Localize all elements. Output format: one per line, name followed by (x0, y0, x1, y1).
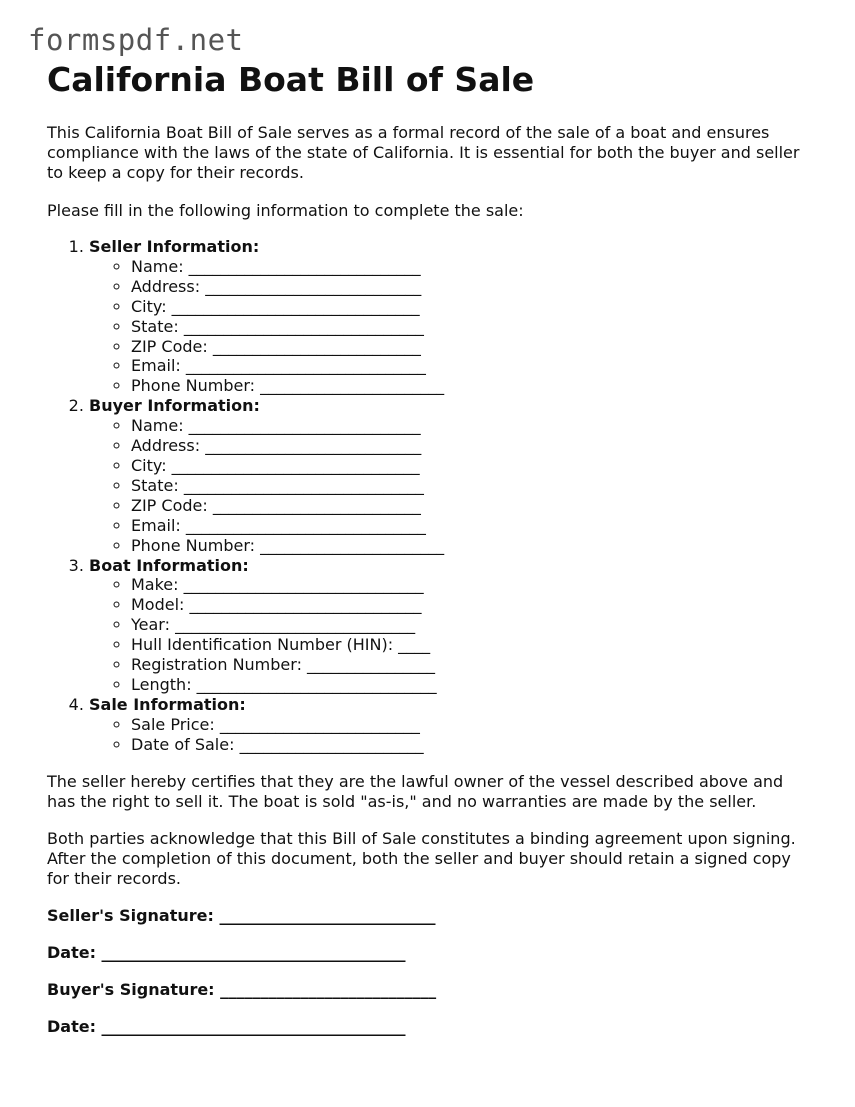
field-buyer-city[interactable]: ◦ City: _______________________________ (131, 456, 807, 476)
field-sale-date[interactable]: ◦ Date of Sale: _______________________ (131, 735, 807, 755)
field-boat-make[interactable]: ◦ Make: ______________________________ (131, 575, 807, 595)
field-list (89, 416, 807, 555)
field-buyer-phone[interactable]: ◦ Phone Number: _______________________ (131, 536, 807, 556)
instructions-paragraph: Please fill in the following information to complete the sale: (47, 201, 524, 220)
site-watermark: formspdf.net (28, 23, 244, 57)
document-body (47, 60, 807, 1037)
field-list (89, 575, 807, 694)
page-title: California Boat Bill of Sale (47, 60, 535, 99)
buyer-signature-line[interactable]: Buyer's Signature: ___________________________ (47, 979, 437, 999)
field-boat-registration[interactable]: ◦ Registration Number: ________________ (131, 655, 807, 675)
section-seller (89, 237, 807, 396)
buyer-date-line[interactable]: Date: ______________________________________ (47, 1016, 406, 1036)
field-buyer-name[interactable]: ◦ Name: _____________________________ (131, 416, 807, 436)
section-title: Seller Information: (89, 237, 260, 256)
field-boat-length[interactable]: ◦ Length: ______________________________ (131, 675, 807, 695)
field-buyer-email[interactable]: ◦ Email: ______________________________ (131, 516, 807, 536)
field-seller-name[interactable]: ◦ Name: _____________________________ (131, 257, 807, 277)
field-boat-year[interactable]: ◦ Year: ______________________________ (131, 615, 807, 635)
seller-signature-line[interactable]: Seller's Signature: ___________________________ (47, 905, 436, 925)
section-title: Sale Information: (89, 694, 246, 714)
seller-date-line[interactable]: Date: ______________________________________ (47, 942, 406, 962)
intro-paragraph: This California Boat Bill of Sale serves as a formal record of the sale of a boat and ensures compliance with the laws of the state of California. It is essential for both the buyer and seller to keep a copy for their records. (47, 123, 800, 182)
field-sale-price[interactable]: ◦ Sale Price: _________________________ (131, 715, 807, 735)
field-seller-city[interactable]: ◦ City: _______________________________ (131, 297, 807, 317)
field-seller-address[interactable]: ◦ Address: ___________________________ (131, 277, 807, 297)
certification-paragraph: The seller hereby certifies that they are the lawful owner of the vessel described above and has the right to sell it. The boat is sold "as-is," and no warranties are made by the seller. (47, 771, 784, 811)
form-sections (47, 237, 807, 755)
field-buyer-address[interactable]: ◦ Address: ___________________________ (131, 436, 807, 456)
field-buyer-state[interactable]: ◦ State: ______________________________ (131, 476, 807, 496)
field-seller-email[interactable]: ◦ Email: ______________________________ (131, 356, 807, 376)
field-list (89, 715, 807, 755)
field-boat-model[interactable]: ◦ Model: _____________________________ (131, 595, 807, 615)
acknowledgment-paragraph: Both parties acknowledge that this Bill of Sale constitutes a binding agreement upon signing. After the completion of this document, both the seller and buyer should retain a signed copy for their records. (47, 828, 796, 888)
field-buyer-zip[interactable]: ◦ ZIP Code: __________________________ (131, 496, 807, 516)
field-list (89, 257, 807, 396)
section-title: Boat Information: (89, 555, 249, 575)
field-seller-zip[interactable]: ◦ ZIP Code: __________________________ (131, 337, 807, 357)
field-seller-phone[interactable]: ◦ Phone Number: _______________________ (131, 376, 807, 396)
section-title: Buyer Information: (89, 396, 260, 416)
field-seller-state[interactable]: ◦ State: ______________________________ (131, 317, 807, 337)
field-boat-hin[interactable]: ◦ Hull Identification Number (HIN): ____ (131, 635, 807, 655)
section-boat (89, 556, 807, 695)
section-buyer (89, 396, 807, 555)
section-sale (89, 695, 807, 755)
